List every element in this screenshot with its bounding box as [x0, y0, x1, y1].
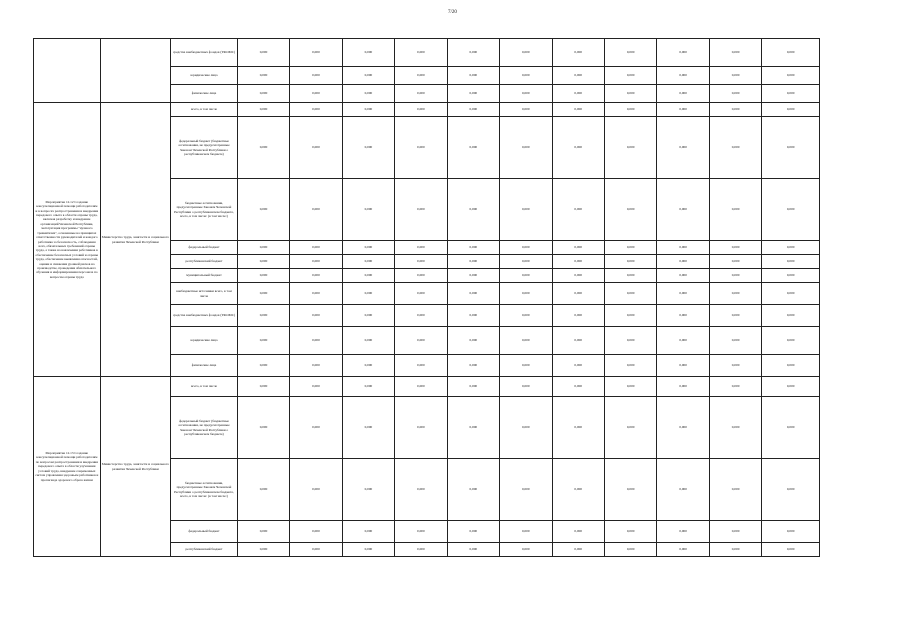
value-cell: 0,000	[500, 39, 552, 67]
value-cell: 0,000	[342, 377, 394, 397]
value-cell: 0,000	[395, 117, 447, 179]
value-cell: 0,000	[552, 67, 604, 85]
value-cell: 0,000	[552, 117, 604, 179]
funding-source-cell: юридические лица	[171, 67, 238, 85]
value-cell: 0,000	[709, 283, 761, 305]
value-cell: 0,000	[762, 543, 820, 557]
value-cell: 0,000	[395, 103, 447, 117]
value-cell: 0,000	[552, 521, 604, 543]
value-cell: 0,000	[657, 305, 709, 327]
value-cell: 0,000	[552, 103, 604, 117]
value-cell: 0,000	[762, 269, 820, 283]
value-cell: 0,000	[395, 39, 447, 67]
value-cell: 0,000	[395, 521, 447, 543]
value-cell: 0,000	[657, 241, 709, 255]
value-cell: 0,000	[395, 397, 447, 459]
value-cell: 0,000	[552, 397, 604, 459]
value-cell: 0,000	[342, 85, 394, 103]
value-cell: 0,000	[237, 327, 289, 355]
value-cell: 0,000	[604, 269, 656, 283]
value-cell: 0,000	[290, 241, 342, 255]
value-cell: 0,000	[237, 459, 289, 521]
value-cell: 0,000	[447, 241, 499, 255]
value-cell: 0,000	[500, 305, 552, 327]
value-cell: 0,000	[657, 269, 709, 283]
value-cell: 0,000	[657, 103, 709, 117]
funding-source-cell: республиканский бюджет	[171, 543, 238, 557]
value-cell: 0,000	[447, 459, 499, 521]
value-cell: 0,000	[709, 255, 761, 269]
value-cell: 0,000	[290, 543, 342, 557]
funding-source-cell: физические лица	[171, 85, 238, 103]
value-cell: 0,000	[657, 85, 709, 103]
value-cell: 0,000	[604, 179, 656, 241]
value-cell: 0,000	[762, 255, 820, 269]
value-cell: 0,000	[290, 283, 342, 305]
value-cell: 0,000	[342, 67, 394, 85]
value-cell: 0,000	[342, 283, 394, 305]
value-cell: 0,000	[552, 179, 604, 241]
value-cell: 0,000	[604, 521, 656, 543]
value-cell: 0,000	[657, 521, 709, 543]
value-cell: 0,000	[604, 305, 656, 327]
value-cell: 0,000	[342, 117, 394, 179]
value-cell: 0,000	[342, 355, 394, 377]
value-cell: 0,000	[762, 459, 820, 521]
page-number: 7/20	[448, 10, 457, 15]
value-cell: 0,000	[395, 67, 447, 85]
value-cell: 0,000	[604, 327, 656, 355]
value-cell: 0,000	[447, 117, 499, 179]
value-cell: 0,000	[500, 269, 552, 283]
value-cell: 0,000	[290, 85, 342, 103]
value-cell: 0,000	[290, 305, 342, 327]
value-cell: 0,000	[762, 521, 820, 543]
value-cell: 0,000	[395, 327, 447, 355]
value-cell: 0,000	[237, 377, 289, 397]
value-cell: 0,000	[500, 377, 552, 397]
value-cell: 0,000	[395, 355, 447, 377]
value-cell: 0,000	[395, 543, 447, 557]
value-cell: 0,000	[290, 117, 342, 179]
value-cell: 0,000	[395, 255, 447, 269]
value-cell: 0,000	[552, 355, 604, 377]
value-cell: 0,000	[604, 459, 656, 521]
value-cell: 0,000	[604, 543, 656, 557]
value-cell: 0,000	[657, 117, 709, 179]
value-cell: 0,000	[290, 67, 342, 85]
value-cell: 0,000	[709, 269, 761, 283]
value-cell: 0,000	[342, 327, 394, 355]
value-cell: 0,000	[604, 85, 656, 103]
funding-source-cell: внебюджетные источники всего, в том числе	[171, 283, 238, 305]
measure-cell	[34, 39, 101, 103]
value-cell: 0,000	[290, 179, 342, 241]
funding-source-cell: федеральный бюджет (бюджетные ассигнования, не предусмотренные Законом Чеченской Республики о республиканском бюджете)	[171, 397, 238, 459]
value-cell: 0,000	[342, 241, 394, 255]
value-cell: 0,000	[500, 327, 552, 355]
value-cell: 0,000	[342, 459, 394, 521]
funding-source-cell: бюджетные ассигнования, предусмотренные Законом Чеченской Республики о республиканском бюджете, всего, в том числе: (в том числе:)	[171, 459, 238, 521]
value-cell: 0,000	[500, 255, 552, 269]
value-cell: 0,000	[447, 397, 499, 459]
value-cell: 0,000	[604, 355, 656, 377]
value-cell: 0,000	[500, 397, 552, 459]
value-cell: 0,000	[604, 255, 656, 269]
value-cell: 0,000	[342, 255, 394, 269]
value-cell: 0,000	[709, 305, 761, 327]
funding-source-cell: всего, в том числе	[171, 103, 238, 117]
value-cell: 0,000	[552, 543, 604, 557]
value-cell: 0,000	[290, 397, 342, 459]
value-cell: 0,000	[237, 355, 289, 377]
value-cell: 0,000	[552, 283, 604, 305]
value-cell: 0,000	[762, 241, 820, 255]
value-cell: 0,000	[657, 355, 709, 377]
value-cell: 0,000	[290, 355, 342, 377]
funding-source-cell: муниципальный бюджет	[171, 269, 238, 283]
value-cell: 0,000	[342, 179, 394, 241]
value-cell: 0,000	[500, 85, 552, 103]
value-cell: 0,000	[762, 179, 820, 241]
table-row	[34, 39, 820, 67]
value-cell: 0,000	[237, 543, 289, 557]
value-cell: 0,000	[657, 179, 709, 241]
value-cell: 0,000	[500, 67, 552, 85]
value-cell: 0,000	[237, 39, 289, 67]
value-cell: 0,000	[395, 283, 447, 305]
value-cell: 0,000	[447, 269, 499, 283]
value-cell: 0,000	[342, 397, 394, 459]
value-cell: 0,000	[552, 85, 604, 103]
value-cell: 0,000	[342, 103, 394, 117]
value-cell: 0,000	[552, 39, 604, 67]
funding-source-cell: федеральный бюджет	[171, 521, 238, 543]
value-cell: 0,000	[447, 305, 499, 327]
value-cell: 0,000	[604, 397, 656, 459]
value-cell: 0,000	[500, 355, 552, 377]
value-cell: 0,000	[552, 459, 604, 521]
value-cell: 0,000	[290, 459, 342, 521]
value-cell: 0,000	[709, 397, 761, 459]
value-cell: 0,000	[604, 241, 656, 255]
value-cell: 0,000	[709, 377, 761, 397]
value-cell: 0,000	[762, 283, 820, 305]
value-cell: 0,000	[500, 459, 552, 521]
value-cell: 0,000	[657, 377, 709, 397]
value-cell: 0,000	[709, 521, 761, 543]
value-cell: 0,000	[552, 377, 604, 397]
value-cell: 0,000	[447, 521, 499, 543]
value-cell: 0,000	[342, 521, 394, 543]
value-cell: 0,000	[447, 179, 499, 241]
funding-source-cell: юридические лица	[171, 327, 238, 355]
value-cell: 0,000	[395, 269, 447, 283]
value-cell: 0,000	[447, 283, 499, 305]
value-cell: 0,000	[447, 103, 499, 117]
value-cell: 0,000	[500, 521, 552, 543]
value-cell: 0,000	[447, 355, 499, 377]
table-row	[34, 103, 820, 117]
funding-source-cell: физические лица	[171, 355, 238, 377]
value-cell: 0,000	[290, 521, 342, 543]
value-cell: 0,000	[237, 521, 289, 543]
value-cell: 0,000	[657, 39, 709, 67]
value-cell: 0,000	[395, 241, 447, 255]
value-cell: 0,000	[447, 39, 499, 67]
value-cell: 0,000	[447, 85, 499, 103]
value-cell: 0,000	[447, 543, 499, 557]
value-cell: 0,000	[290, 377, 342, 397]
executor-cell: Министерство труда, занятости и социального развития Чеченской Республики	[100, 103, 171, 377]
funding-source-cell: средства внебюджетных фондов (ТФОМС)	[171, 39, 238, 67]
value-cell: 0,000	[342, 543, 394, 557]
value-cell: 0,000	[552, 241, 604, 255]
value-cell: 0,000	[500, 543, 552, 557]
value-cell: 0,000	[447, 377, 499, 397]
value-cell: 0,000	[500, 179, 552, 241]
value-cell: 0,000	[290, 39, 342, 67]
value-cell: 0,000	[552, 269, 604, 283]
value-cell: 0,000	[342, 305, 394, 327]
value-cell: 0,000	[709, 67, 761, 85]
value-cell: 0,000	[604, 117, 656, 179]
funding-source-cell: республиканский бюджет	[171, 255, 238, 269]
funding-source-cell: федеральный бюджет (бюджетные ассигнования, не предусмотренные Законом Чеченской Республики о республиканском бюджете)	[171, 117, 238, 179]
value-cell: 0,000	[237, 305, 289, 327]
value-cell: 0,000	[395, 377, 447, 397]
measure-cell: Мероприятие 12.12 Создание консультационной помощи работодателям и в вопросах распространения и внедрения передового опыта в области охраны труда, включая разработку и внедрение организаций Чеченской Республики, эксплуатация программы "нулевого травматизма", основанные на принципах ответственности руководителей и каждого работника за безопасность, соблюдения всех, обязательных требований охраны труда, а также на вовлечении работников в обеспечение безопасных условий и охраны труда, обеспечение выявления опасностей, оценки и снижения уровней рисков на производстве, проведения обязательного обучения и информирования персонала по вопросам охраны труда	[34, 103, 101, 377]
value-cell: 0,000	[762, 103, 820, 117]
value-cell: 0,000	[657, 67, 709, 85]
value-cell: 0,000	[762, 327, 820, 355]
value-cell: 0,000	[657, 459, 709, 521]
funding-source-cell: всего, в том числе	[171, 377, 238, 397]
value-cell: 0,000	[290, 255, 342, 269]
value-cell: 0,000	[237, 85, 289, 103]
value-cell: 0,000	[552, 327, 604, 355]
value-cell: 0,000	[762, 397, 820, 459]
value-cell: 0,000	[709, 179, 761, 241]
value-cell: 0,000	[657, 543, 709, 557]
value-cell: 0,000	[395, 305, 447, 327]
value-cell: 0,000	[709, 85, 761, 103]
executor-cell	[100, 39, 171, 103]
value-cell: 0,000	[709, 459, 761, 521]
value-cell: 0,000	[709, 103, 761, 117]
value-cell: 0,000	[500, 283, 552, 305]
value-cell: 0,000	[290, 103, 342, 117]
value-cell: 0,000	[447, 327, 499, 355]
value-cell: 0,000	[762, 377, 820, 397]
value-cell: 0,000	[762, 355, 820, 377]
measure-cell: Мероприятие 12.13 Создание консультационной помощи работодателям по вопросам распространения и внедрения передового опыта в области улучшения условий труда, внедрение современных систем управления здоровьем работников и пропаганда здорового образа жизни	[34, 377, 101, 557]
value-cell: 0,000	[342, 39, 394, 67]
value-cell: 0,000	[290, 327, 342, 355]
funding-source-cell: средства внебюджетных фондов (ТФОМС)	[171, 305, 238, 327]
value-cell: 0,000	[657, 327, 709, 355]
value-cell: 0,000	[552, 305, 604, 327]
value-cell: 0,000	[604, 67, 656, 85]
value-cell: 0,000	[237, 397, 289, 459]
value-cell: 0,000	[500, 241, 552, 255]
value-cell: 0,000	[447, 67, 499, 85]
value-cell: 0,000	[709, 241, 761, 255]
funding-source-cell: бюджетные ассигнования, предусмотренные Законом Чеченской Республики о республиканском бюджете, всего, в том числе: (в том числе:)	[171, 179, 238, 241]
value-cell: 0,000	[657, 397, 709, 459]
value-cell: 0,000	[762, 85, 820, 103]
value-cell: 0,000	[395, 459, 447, 521]
value-cell: 0,000	[237, 269, 289, 283]
value-cell: 0,000	[762, 117, 820, 179]
table-row	[34, 377, 820, 397]
value-cell: 0,000	[500, 103, 552, 117]
value-cell: 0,000	[290, 269, 342, 283]
value-cell: 0,000	[237, 103, 289, 117]
value-cell: 0,000	[762, 67, 820, 85]
value-cell: 0,000	[709, 117, 761, 179]
value-cell: 0,000	[500, 117, 552, 179]
value-cell: 0,000	[237, 67, 289, 85]
value-cell: 0,000	[237, 117, 289, 179]
value-cell: 0,000	[604, 283, 656, 305]
value-cell: 0,000	[604, 103, 656, 117]
value-cell: 0,000	[395, 85, 447, 103]
value-cell: 0,000	[709, 355, 761, 377]
value-cell: 0,000	[237, 241, 289, 255]
value-cell: 0,000	[552, 255, 604, 269]
value-cell: 0,000	[604, 377, 656, 397]
funding-source-cell: федеральный бюджет	[171, 241, 238, 255]
value-cell: 0,000	[604, 39, 656, 67]
value-cell: 0,000	[237, 179, 289, 241]
value-cell: 0,000	[709, 327, 761, 355]
value-cell: 0,000	[237, 283, 289, 305]
value-cell: 0,000	[237, 255, 289, 269]
value-cell: 0,000	[709, 39, 761, 67]
executor-cell: Министерство труда, занятости и социального развития Чеченской Республики	[100, 377, 171, 557]
funding-table	[33, 38, 820, 557]
value-cell: 0,000	[709, 543, 761, 557]
value-cell: 0,000	[395, 179, 447, 241]
value-cell: 0,000	[762, 39, 820, 67]
value-cell: 0,000	[447, 255, 499, 269]
value-cell: 0,000	[657, 255, 709, 269]
value-cell: 0,000	[342, 269, 394, 283]
value-cell: 0,000	[657, 283, 709, 305]
value-cell: 0,000	[762, 305, 820, 327]
